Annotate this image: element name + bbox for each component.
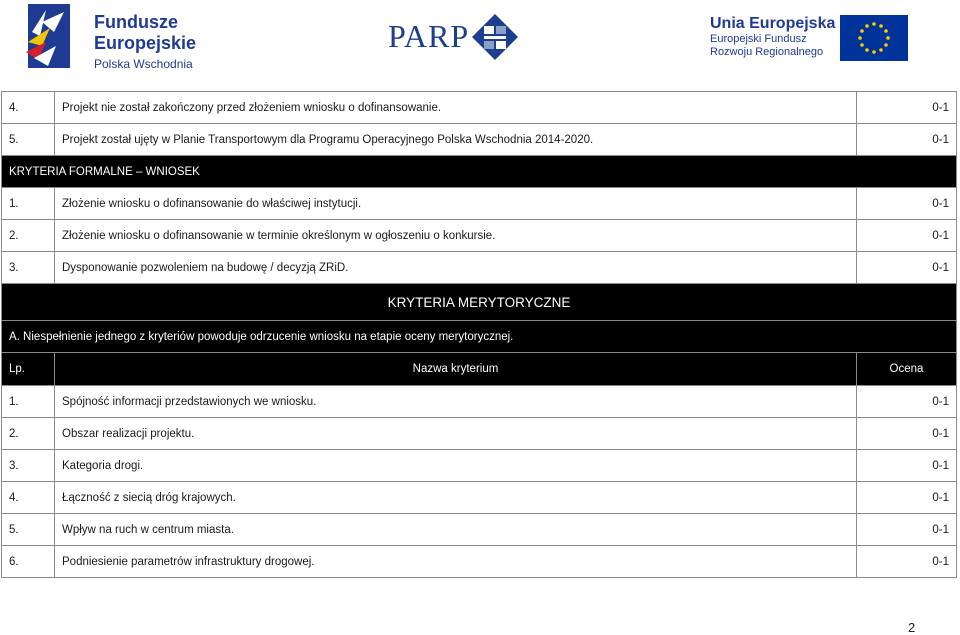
fe-star-emblem-icon [20,2,76,74]
column-header-lp: Lp. [2,353,55,386]
row-number: 6. [2,546,55,578]
criterion-score: 0-1 [857,124,957,156]
ue-line2: Europejski Fundusz [710,33,807,45]
criterion-text: Podniesienie parametrów infrastruktury drogowej. [55,546,857,578]
row-number: 2. [2,220,55,252]
column-header-name: Nazwa kryterium [55,353,857,386]
row-number: 4. [2,482,55,514]
criterion-score: 0-1 [857,546,957,578]
ue-line1: Unia Europejska [710,15,836,32]
table-row [2,546,957,578]
table-row [2,252,957,284]
row-number: 1. [2,188,55,220]
criterion-score: 0-1 [857,188,957,220]
column-header-row [2,353,957,386]
unia-europejska-logo [708,14,918,66]
criterion-text: Wpływ na ruch w centrum miasta. [55,514,857,546]
row-number: 3. [2,450,55,482]
section-title: KRYTERIA FORMALNE – WNIOSEK [2,156,957,188]
table-row [2,220,957,252]
criterion-text: Złożenie wniosku o dofinansowanie w terminie określonym w ogłoszeniu o konkursie. [55,220,857,252]
table-row [2,188,957,220]
criterion-score: 0-1 [857,386,957,418]
page-number: 2 [908,620,916,635]
table-row [2,418,957,450]
row-number: 2. [2,418,55,450]
column-header-score: Ocena [857,353,957,386]
row-number: 1. [2,386,55,418]
table-row [2,124,957,156]
criterion-text: Dysponowanie pozwoleniem na budowę / decyzją ZRiD. [55,252,857,284]
table-row [2,450,957,482]
ue-line3: Rozwoju Regionalnego [710,46,824,58]
fe-line3: Polska Wschodnia [94,57,193,71]
table-row [2,386,957,418]
section-title: KRYTERIA MERYTORYCZNE [2,284,957,321]
page-header [0,0,960,80]
criterion-text: Projekt nie został zakończony przed złożeniem wniosku o dofinansowanie. [55,92,857,124]
fe-line2: Europejskie [94,33,197,53]
row-number: 3. [2,252,55,284]
table-row [2,92,957,124]
criterion-text: Obszar realizacji projektu. [55,418,857,450]
criterion-score: 0-1 [857,514,957,546]
section-header-merit [2,284,957,321]
section-subheader [2,321,957,353]
criterion-score: 0-1 [857,418,957,450]
criterion-text: Łączność z siecią dróg krajowych. [55,482,857,514]
eu-flag-icon [840,15,908,61]
criterion-score: 0-1 [857,220,957,252]
fe-line1: Fundusze [94,12,178,32]
parp-emblem-icon [470,12,520,62]
criteria-table [1,91,957,578]
section-header-formal [2,156,957,188]
criterion-score: 0-1 [857,252,957,284]
criterion-score: 0-1 [857,92,957,124]
table-row [2,482,957,514]
row-number: 5. [2,514,55,546]
criterion-text: Spójność informacji przedstawionych we wniosku. [55,386,857,418]
parp-logo [388,12,523,64]
table-row [2,514,957,546]
criterion-text: Projekt został ujęty w Planie Transportowym dla Programu Operacyjnego Polska Wschodnia 2014-2020. [55,124,857,156]
row-number: 5. [2,124,55,156]
criterion-text: Kategoria drogi. [55,450,857,482]
parp-text: PARP [388,18,470,54]
row-number: 4. [2,92,55,124]
fundusze-europejskie-logo [20,2,197,74]
criterion-score: 0-1 [857,450,957,482]
criterion-score: 0-1 [857,482,957,514]
criterion-text: Złożenie wniosku o dofinansowanie do właściwej instytucji. [55,188,857,220]
section-subtitle: A. Niespełnienie jednego z kryteriów powoduje odrzucenie wniosku na etapie oceny merytorycznej. [2,321,957,353]
